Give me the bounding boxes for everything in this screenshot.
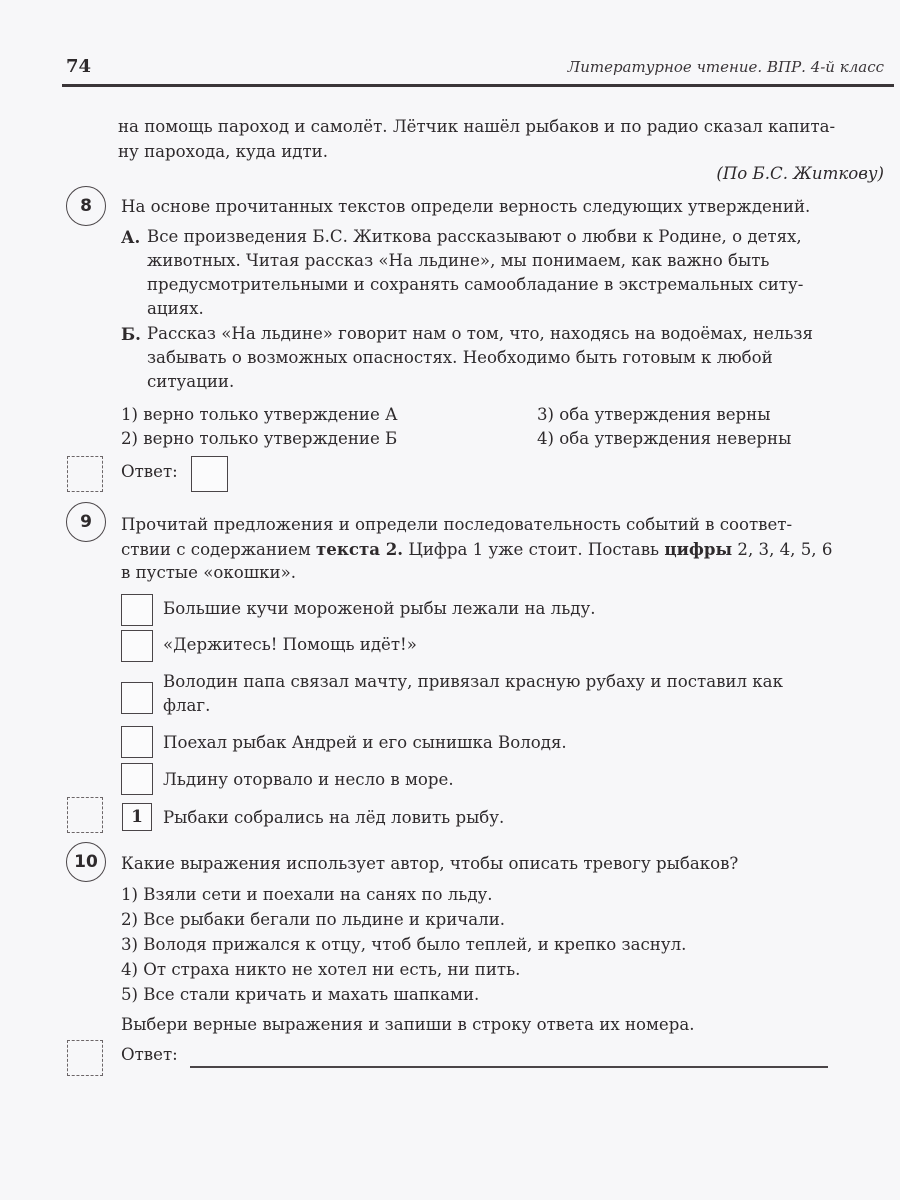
task8-question: На основе прочитанных текстов определи верность следующих утверждений. bbox=[121, 197, 811, 216]
instruction-bold-text: цифры bbox=[664, 539, 733, 559]
task-number-badge: 9 bbox=[66, 502, 106, 542]
statement-b-line-2: забывать о возможных опасностях. Необходимо быть готовым к любой bbox=[147, 348, 773, 367]
task10-option-1: 1) Взяли сети и поехали на санях по льду. bbox=[121, 885, 493, 904]
score-box bbox=[67, 456, 103, 492]
instruction-bold-text: текста 2. bbox=[316, 539, 404, 559]
task10-instruction: Выбери верные выражения и запиши в строку ответа их номера. bbox=[121, 1015, 695, 1034]
header-rule bbox=[62, 84, 894, 87]
attribution: (По Б.С. Житкову) bbox=[716, 164, 884, 183]
statement-b-letter: Б. bbox=[121, 324, 141, 344]
sequence-box[interactable] bbox=[121, 630, 153, 662]
statement-a-letter: А. bbox=[121, 227, 141, 247]
task8-option-3: 3) оба утверждения верны bbox=[537, 405, 771, 424]
sequence-box[interactable] bbox=[121, 763, 153, 795]
intro-line-1: на помощь пароход и самолёт. Лётчик нашёл рыбаков и по радио сказал капита- bbox=[118, 117, 836, 136]
sequence-box-filled[interactable]: 1 bbox=[122, 803, 152, 831]
task9-instruction-line-1: Прочитай предложения и определи последовательность событий в соответ- bbox=[121, 515, 793, 534]
sequence-box[interactable] bbox=[121, 682, 153, 714]
sequence-item-text: «Держитесь! Помощь идёт!» bbox=[163, 635, 417, 654]
sequence-item-text: Володин папа связал мачту, привязал красную рубаху и поставил как bbox=[163, 672, 783, 691]
task9-instruction-line-2 bbox=[121, 537, 832, 562]
task8-option-1: 1) верно только утверждение А bbox=[121, 405, 398, 424]
task9-instruction-line-3: в пустые «окошки». bbox=[121, 563, 297, 582]
sequence-item-text: флаг. bbox=[163, 696, 211, 715]
task10-question: Какие выражения использует автор, чтобы описать тревогу рыбаков? bbox=[121, 854, 739, 873]
statement-a-line-1: Все произведения Б.С. Житкова рассказывают о любви к Родине, о детях, bbox=[147, 227, 802, 246]
instruction-text: ствии с содержанием bbox=[121, 540, 317, 559]
task10-answer-line[interactable] bbox=[190, 1066, 828, 1068]
task10-answer-input[interactable] bbox=[192, 1045, 828, 1065]
statement-a-line-2: животных. Читая рассказ «На льдине», мы понимаем, как важно быть bbox=[147, 251, 770, 270]
sequence-box[interactable] bbox=[121, 726, 153, 758]
score-box bbox=[67, 797, 103, 833]
instruction-text: Цифра 1 уже стоит. Поставь bbox=[403, 540, 665, 559]
sequence-item-text: Поехал рыбак Андрей и его сынишка Володя. bbox=[163, 733, 567, 752]
task8-answer-label: Ответ: bbox=[121, 462, 178, 481]
statement-b-line-1: Рассказ «На льдине» говорит нам о том, что, находясь на водоёмах, нельзя bbox=[147, 324, 813, 343]
page-number: 74 bbox=[66, 56, 92, 77]
sequence-item-text: Большие кучи мороженой рыбы лежали на льду. bbox=[163, 599, 596, 618]
sequence-item-text: Рыбаки собрались на лёд ловить рыбу. bbox=[163, 808, 505, 827]
instruction-text: 2, 3, 4, 5, 6 bbox=[732, 540, 833, 559]
task10-option-2: 2) Все рыбаки бегали по льдине и кричали. bbox=[121, 910, 506, 929]
task10-option-3: 3) Володя прижался к отцу, чтоб было теплей, и крепко заснул. bbox=[121, 935, 687, 954]
task10-option-5: 5) Все стали кричать и махать шапками. bbox=[121, 985, 480, 1004]
sequence-item-text: Льдину оторвало и несло в море. bbox=[163, 770, 454, 789]
task8-option-2: 2) верно только утверждение Б bbox=[121, 429, 398, 448]
statement-a-line-4: ациях. bbox=[147, 299, 204, 318]
intro-line-2: ну парохода, куда идти. bbox=[118, 142, 328, 161]
task10-answer-label: Ответ: bbox=[121, 1045, 178, 1064]
task-number-badge: 8 bbox=[66, 186, 106, 226]
statement-a-line-3: предусмотрительными и сохранять самообладание в экстремальных ситу- bbox=[147, 275, 804, 294]
statement-b-line-3: ситуации. bbox=[147, 372, 235, 391]
task8-answer-box[interactable] bbox=[191, 456, 228, 492]
task8-option-4: 4) оба утверждения неверны bbox=[537, 429, 792, 448]
task10-option-4: 4) От страха никто не хотел ни есть, ни пить. bbox=[121, 960, 521, 979]
sequence-box[interactable] bbox=[121, 594, 153, 626]
task-number-badge: 10 bbox=[66, 842, 106, 882]
running-title: Литературное чтение. ВПР. 4-й класс bbox=[567, 58, 884, 76]
score-box bbox=[67, 1040, 103, 1076]
